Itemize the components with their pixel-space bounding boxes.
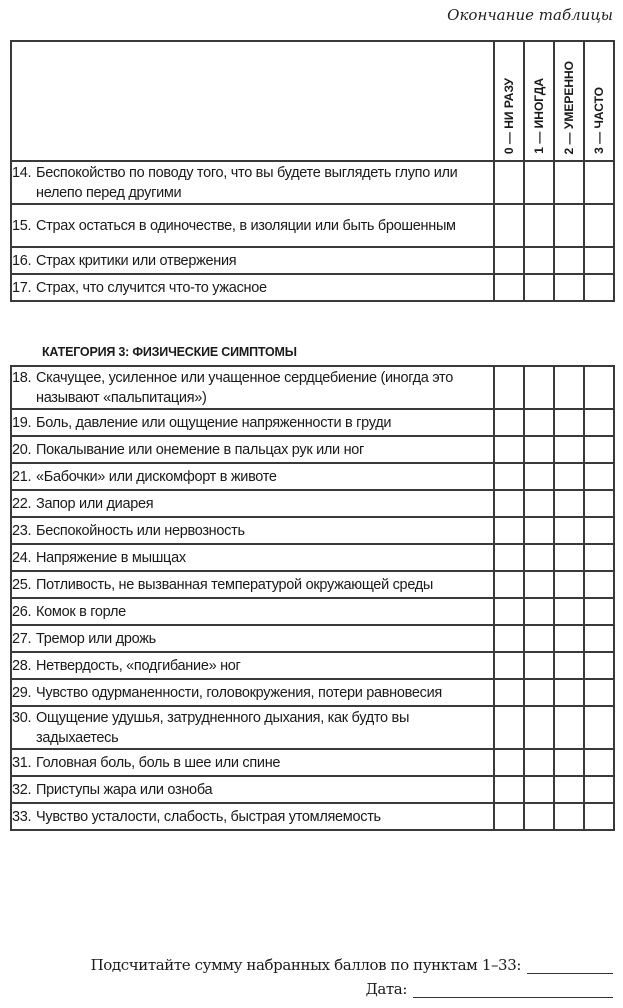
item-text: Беспокойность или нервозность: [36, 522, 245, 539]
item-text-cell: [11, 161, 494, 204]
answer-cell-moderately[interactable]: [554, 247, 584, 274]
item-text-cell: [11, 274, 494, 301]
item-text-cell: [11, 706, 494, 749]
table-row: [11, 161, 614, 204]
answer-cell-never[interactable]: [494, 161, 524, 204]
item-number: 33.: [12, 808, 32, 825]
answer-cell-moderately[interactable]: [554, 463, 584, 490]
answer-cell-sometimes[interactable]: [524, 490, 554, 517]
item-number: 20.: [12, 441, 32, 458]
answer-cell-never[interactable]: [494, 679, 524, 706]
answer-cell-moderately[interactable]: [554, 652, 584, 679]
column-header-sometimes: 1 — ИНОГДА: [524, 41, 554, 161]
category-3-title: КАТЕГОРИЯ 3: ФИЗИЧЕСКИЕ СИМПТОМЫ: [42, 345, 297, 359]
item-number: 22.: [12, 495, 32, 512]
answer-cell-often[interactable]: [584, 544, 614, 571]
answer-cell-often[interactable]: [584, 436, 614, 463]
item-number: 31.: [12, 754, 32, 771]
answer-cell-often[interactable]: [584, 625, 614, 652]
item-number: 32.: [12, 781, 32, 798]
answer-cell-often[interactable]: [584, 274, 614, 301]
item-number: 21.: [12, 468, 32, 485]
item-text: Беспокойство по поводу того, что вы будете выглядеть глупо или нелепо перед другими: [36, 164, 458, 201]
item-text-cell: [11, 625, 494, 652]
date-line: [366, 980, 613, 998]
answer-cell-sometimes[interactable]: [524, 679, 554, 706]
item-text: Приступы жара или озноба: [36, 781, 213, 798]
item-text: Запор или диарея: [36, 495, 154, 512]
answer-cell-sometimes[interactable]: [524, 544, 554, 571]
answer-cell-moderately[interactable]: [554, 544, 584, 571]
item-number: 28.: [12, 657, 32, 674]
item-number: 18.: [12, 369, 32, 386]
answer-cell-never[interactable]: [494, 544, 524, 571]
answer-cell-never[interactable]: [494, 517, 524, 544]
answer-cell-moderately[interactable]: [554, 436, 584, 463]
item-text-cell: [11, 803, 494, 830]
column-header-never: 0 — НИ РАЗУ: [494, 41, 524, 161]
table-row: [11, 625, 614, 652]
answer-cell-moderately[interactable]: [554, 598, 584, 625]
item-text: Покалывание или онемение в пальцах рук или ног: [36, 441, 365, 458]
item-text: Напряжение в мышцах: [36, 549, 186, 566]
answer-cell-moderately[interactable]: [554, 571, 584, 598]
answer-cell-sometimes[interactable]: [524, 571, 554, 598]
answer-cell-often[interactable]: [584, 571, 614, 598]
answer-cell-often[interactable]: [584, 776, 614, 803]
item-text-cell: [11, 749, 494, 776]
table-row: [11, 436, 614, 463]
table-row: [11, 274, 614, 301]
answer-cell-never[interactable]: [494, 247, 524, 274]
item-text: Боль, давление или ощущение напряженности в груди: [36, 414, 392, 431]
answer-cell-sometimes[interactable]: [524, 274, 554, 301]
answer-cell-never[interactable]: [494, 463, 524, 490]
answer-cell-never[interactable]: [494, 598, 524, 625]
item-text-cell: [11, 679, 494, 706]
table-continuation-caption: Окончание таблицы: [447, 6, 613, 24]
table-row: [11, 598, 614, 625]
item-text: Головная боль, боль в шее или спине: [36, 754, 281, 771]
item-text: Комок в горле: [36, 603, 126, 620]
answer-cell-sometimes[interactable]: [524, 749, 554, 776]
table-row: [11, 490, 614, 517]
header-empty-cell: [11, 41, 494, 161]
answer-cell-moderately[interactable]: [554, 274, 584, 301]
item-text: Страх остаться в одиночестве, в изоляции или быть брошенным: [36, 217, 456, 234]
answer-cell-sometimes[interactable]: [524, 706, 554, 749]
answer-cell-never[interactable]: [494, 571, 524, 598]
answer-cell-never[interactable]: [494, 652, 524, 679]
answer-cell-never[interactable]: [494, 749, 524, 776]
answer-cell-moderately[interactable]: [554, 706, 584, 749]
table-row: [11, 544, 614, 571]
answer-cell-often[interactable]: [584, 463, 614, 490]
answer-cell-often[interactable]: [584, 247, 614, 274]
answer-cell-sometimes[interactable]: [524, 652, 554, 679]
item-number: 29.: [12, 684, 32, 701]
item-text-cell: [11, 598, 494, 625]
column-header-often: 3 — ЧАСТО: [584, 41, 614, 161]
table-row: [11, 409, 614, 436]
answer-cell-sometimes[interactable]: [524, 463, 554, 490]
item-text-cell: [11, 409, 494, 436]
item-text: «Бабочки» или дискомфорт в животе: [36, 468, 277, 485]
item-text: Ощущение удушья, затрудненного дыхания, как будто вы задыхаетесь: [36, 709, 410, 746]
table-row: [11, 679, 614, 706]
item-text: Потливость, не вызванная температурой окружающей среды: [36, 576, 434, 593]
item-text: Чувство усталости, слабость, быстрая утомляемость: [36, 808, 381, 825]
answer-cell-moderately[interactable]: [554, 490, 584, 517]
item-text: Страх критики или отвержения: [36, 252, 237, 269]
table-row: [11, 803, 614, 830]
item-number: 27.: [12, 630, 32, 647]
answer-cell-sometimes[interactable]: [524, 366, 554, 409]
item-text-cell: [11, 366, 494, 409]
total-score-field[interactable]: [527, 957, 613, 974]
table-row: [11, 366, 614, 409]
item-text-cell: [11, 463, 494, 490]
item-text-cell: [11, 204, 494, 247]
item-text-cell: [11, 490, 494, 517]
table-header-row: [11, 41, 614, 161]
answer-cell-sometimes[interactable]: [524, 625, 554, 652]
answer-cell-often[interactable]: [584, 409, 614, 436]
item-text-cell: [11, 436, 494, 463]
table-row: [11, 204, 614, 247]
answer-cell-sometimes[interactable]: [524, 517, 554, 544]
answer-cell-often[interactable]: [584, 517, 614, 544]
answer-cell-moderately[interactable]: [554, 749, 584, 776]
answer-cell-moderately[interactable]: [554, 776, 584, 803]
table-row: [11, 652, 614, 679]
answer-cell-often[interactable]: [584, 706, 614, 749]
answer-cell-sometimes[interactable]: [524, 803, 554, 830]
item-number: 30.: [12, 709, 32, 726]
answer-cell-never[interactable]: [494, 625, 524, 652]
item-text: Скачущее, усиленное или учащенное сердцебиение (иногда это называют «пальпитация»): [36, 369, 453, 406]
item-text-cell: [11, 776, 494, 803]
answer-cell-often[interactable]: [584, 366, 614, 409]
item-text-cell: [11, 571, 494, 598]
item-number: 24.: [12, 549, 32, 566]
answer-cell-sometimes[interactable]: [524, 436, 554, 463]
total-score-label: Подсчитайте сумму набранных баллов по пунктам 1–33:: [90, 956, 521, 974]
item-text-cell: [11, 247, 494, 274]
item-number: 15.: [12, 217, 32, 234]
item-number: 23.: [12, 522, 32, 539]
answer-cell-moderately[interactable]: [554, 204, 584, 247]
answer-cell-sometimes[interactable]: [524, 776, 554, 803]
date-field[interactable]: [413, 981, 613, 998]
answer-cell-moderately[interactable]: [554, 409, 584, 436]
item-text: Тремор или дрожь: [36, 630, 156, 647]
table-row: [11, 571, 614, 598]
table-row: [11, 463, 614, 490]
answer-cell-never[interactable]: [494, 274, 524, 301]
item-number: 17.: [12, 279, 32, 296]
questionnaire-table-category-2: [10, 40, 615, 302]
item-number: 14.: [12, 164, 32, 181]
item-text: Чувство одурманенности, головокружения, потери равновесия: [36, 684, 442, 701]
item-text-cell: [11, 544, 494, 571]
table-row: [11, 517, 614, 544]
answer-cell-never[interactable]: [494, 366, 524, 409]
answer-cell-sometimes[interactable]: [524, 161, 554, 204]
answer-cell-moderately[interactable]: [554, 803, 584, 830]
answer-cell-moderately[interactable]: [554, 161, 584, 204]
date-label: Дата:: [365, 980, 407, 998]
item-number: 25.: [12, 576, 32, 593]
table-row: [11, 776, 614, 803]
answer-cell-never[interactable]: [494, 436, 524, 463]
item-text: Страх, что случится что-то ужасное: [36, 279, 267, 296]
answer-cell-never[interactable]: [494, 776, 524, 803]
answer-cell-often[interactable]: [584, 598, 614, 625]
answer-cell-often[interactable]: [584, 803, 614, 830]
item-text-cell: [11, 652, 494, 679]
table-row: [11, 706, 614, 749]
answer-cell-never[interactable]: [494, 803, 524, 830]
answer-cell-never[interactable]: [494, 204, 524, 247]
answer-cell-moderately[interactable]: [554, 679, 584, 706]
answer-cell-often[interactable]: [584, 679, 614, 706]
answer-cell-often[interactable]: [584, 161, 614, 204]
answer-cell-moderately[interactable]: [554, 625, 584, 652]
total-score-line: [91, 956, 613, 974]
answer-cell-never[interactable]: [494, 409, 524, 436]
item-text: Нетвердость, «подгибание» ног: [36, 657, 241, 674]
answer-cell-often[interactable]: [584, 204, 614, 247]
answer-cell-sometimes[interactable]: [524, 598, 554, 625]
answer-cell-never[interactable]: [494, 490, 524, 517]
answer-cell-often[interactable]: [584, 490, 614, 517]
item-text-cell: [11, 517, 494, 544]
column-header-moderately: 2 — УМЕРЕННО: [554, 41, 584, 161]
answer-cell-sometimes[interactable]: [524, 247, 554, 274]
answer-cell-often[interactable]: [584, 749, 614, 776]
item-number: 26.: [12, 603, 32, 620]
answer-cell-never[interactable]: [494, 706, 524, 749]
answer-cell-sometimes[interactable]: [524, 409, 554, 436]
answer-cell-moderately[interactable]: [554, 517, 584, 544]
answer-cell-often[interactable]: [584, 652, 614, 679]
table-row: [11, 247, 614, 274]
answer-cell-sometimes[interactable]: [524, 204, 554, 247]
table-row: [11, 749, 614, 776]
questionnaire-table-category-3: [10, 365, 615, 831]
item-number: 16.: [12, 252, 32, 269]
answer-cell-moderately[interactable]: [554, 366, 584, 409]
item-number: 19.: [12, 414, 32, 431]
